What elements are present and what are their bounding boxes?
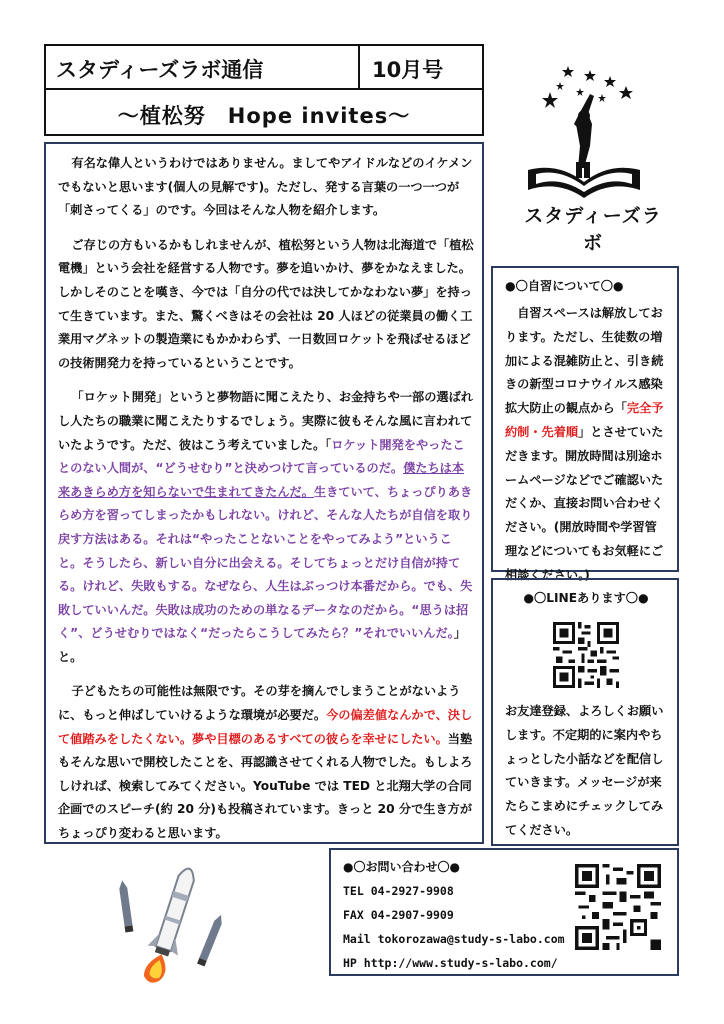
contact-fax: FAX 04-2907-9909 bbox=[343, 908, 454, 922]
contact-box bbox=[329, 848, 679, 976]
contact-homepage[interactable]: HP http://www.study-s-labo.com/ bbox=[343, 956, 558, 970]
self-study-text-b: 」とさせていただきます。開放時間は別途ホームページなどでご確認いただくか、直接お問い合わせください。(開放時間や学習管理などについてもお気軽にご相談ください。) bbox=[505, 424, 664, 582]
paragraph-4-highlight: 今の偏差値なんかで、決して値踏みをしたくない。夢や目標のあるすべての彼らを幸せにしたい。 bbox=[58, 708, 473, 746]
paragraph-4-text-a: 子どもたちの可能性は無限です。その芽を摘んでしまうことがないように、もっと伸ばしていけるような環境が必要だ。 bbox=[58, 684, 461, 723]
reaching-person-icon bbox=[518, 58, 668, 198]
self-study-heading: ●〇自習について〇● bbox=[505, 279, 624, 293]
line-body: お友達登録、よろしくお願いします。不定期的に案内やちょっとした小話などを配信していきます。メッセージが来たらこまめにチェックしてみてください。 bbox=[505, 704, 664, 837]
article-paragraph-1: 有名な偉人というわけではありません。ましてやアイドルなどのイケメンでもないと思います(個人の見解です)。ただし、発する言葉の一つ一つが「刺さってくる」のです。今回はそんな人物を紹介します。 bbox=[58, 156, 473, 218]
issue-label: 10月号 bbox=[358, 44, 484, 90]
logo bbox=[518, 58, 668, 254]
paragraph-3-intro: 「ロケット開発」というと夢物語に聞こえたり、お金持ちや一部の選ばれし人たちの職業に聞こえたりするでしょう。実際に彼もそんな風に言われていたようです。ただ、彼はこう考えていました。「 bbox=[58, 390, 473, 452]
article-paragraph-4 bbox=[58, 680, 474, 845]
contact-mail[interactable]: Mail tokorozawa@study-s-labo.com bbox=[343, 932, 565, 946]
feature-subtitle: 〜植松努 Hope invites〜 bbox=[44, 88, 484, 136]
quote-text-underlined: 僕たちは本来あきらめ方を知らないで生まれてきたんだ。 bbox=[58, 461, 465, 499]
article-paragraph-2: ご存じの方もいるかもしれませんが、植松努という人物は北海道で「植松電機」という会社を経営する人物です。夢を追いかけ、夢をかなえました。しかしそのことを嘆き、今では「自分の代では決してかなわない夢」を持って生きています。また、驚くべきはその会社は 20 人ほどの従業員の働く工業用マグネットの製造業にもかかわらず、一日数回ロケットを飛ばせるほどの技術開発力を持っているということです。 bbox=[58, 237, 474, 370]
reservation-notice: 完全予約制・先着順 bbox=[505, 401, 664, 439]
rocket-icon bbox=[112, 852, 230, 1002]
logo-text: スタディーズラボ bbox=[524, 205, 662, 254]
contact-heading: ●〇お問い合わせ〇● bbox=[343, 860, 460, 874]
self-study-box bbox=[491, 266, 679, 582]
quote-text-a: ロケット開発をやったことのない人間が、“どうせむり”と決めつけて言っているのだ。 bbox=[58, 437, 465, 476]
rocket-illustration bbox=[112, 852, 230, 1002]
self-study-text-a: 自習スペースは解放しております。ただし、生徒数の増加による混雑防止と、引き続きの新型コロナウイルス感染拡大防止の観点から「 bbox=[505, 306, 664, 416]
qr-code-icon[interactable] bbox=[575, 864, 661, 950]
qr-code-icon[interactable] bbox=[553, 622, 619, 688]
self-study-body bbox=[505, 302, 667, 588]
newsletter-title: スタディーズラボ通信 bbox=[44, 44, 360, 90]
line-heading: ●〇LINEあります〇● bbox=[523, 591, 649, 605]
paragraph-3-end: 」と。 bbox=[58, 626, 466, 664]
main-article bbox=[44, 142, 484, 844]
quote-text-b: 生きていて、ちょっぴりあきらめ方を習ってしまったかもしれない。けれど、そんな人たちが自信を取り戻す方法はある。それは“やったことないことをやってみよう”ということ。そうしたら、新しい自分に出会える。そしてちょっとだけ自信が持てる。けれど、失敗もする。なぜなら、人生はぶっつけ本番だから。でも、失敗していいんだ。失敗は成功のための単なるデータなのだから。“思うは招く”、どうせむりではなく“だったらこうしてみたら？”それでいいんだ。 bbox=[58, 484, 473, 641]
line-box bbox=[491, 578, 679, 846]
contact-tel[interactable]: TEL 04-2927-9908 bbox=[343, 884, 454, 898]
paragraph-4-text-b: 当塾もそんな思いで開校したことを、再認識させてくれる人物でした。もしよろしければ、検索してみてください。YouTube では TED と北翔大学の合同企画でのスピーチ(約 20 分)も投稿されています。きっと 20 分で生き方がちょっぴり変わると思います。 bbox=[58, 731, 473, 841]
article-paragraph-3 bbox=[58, 386, 474, 669]
